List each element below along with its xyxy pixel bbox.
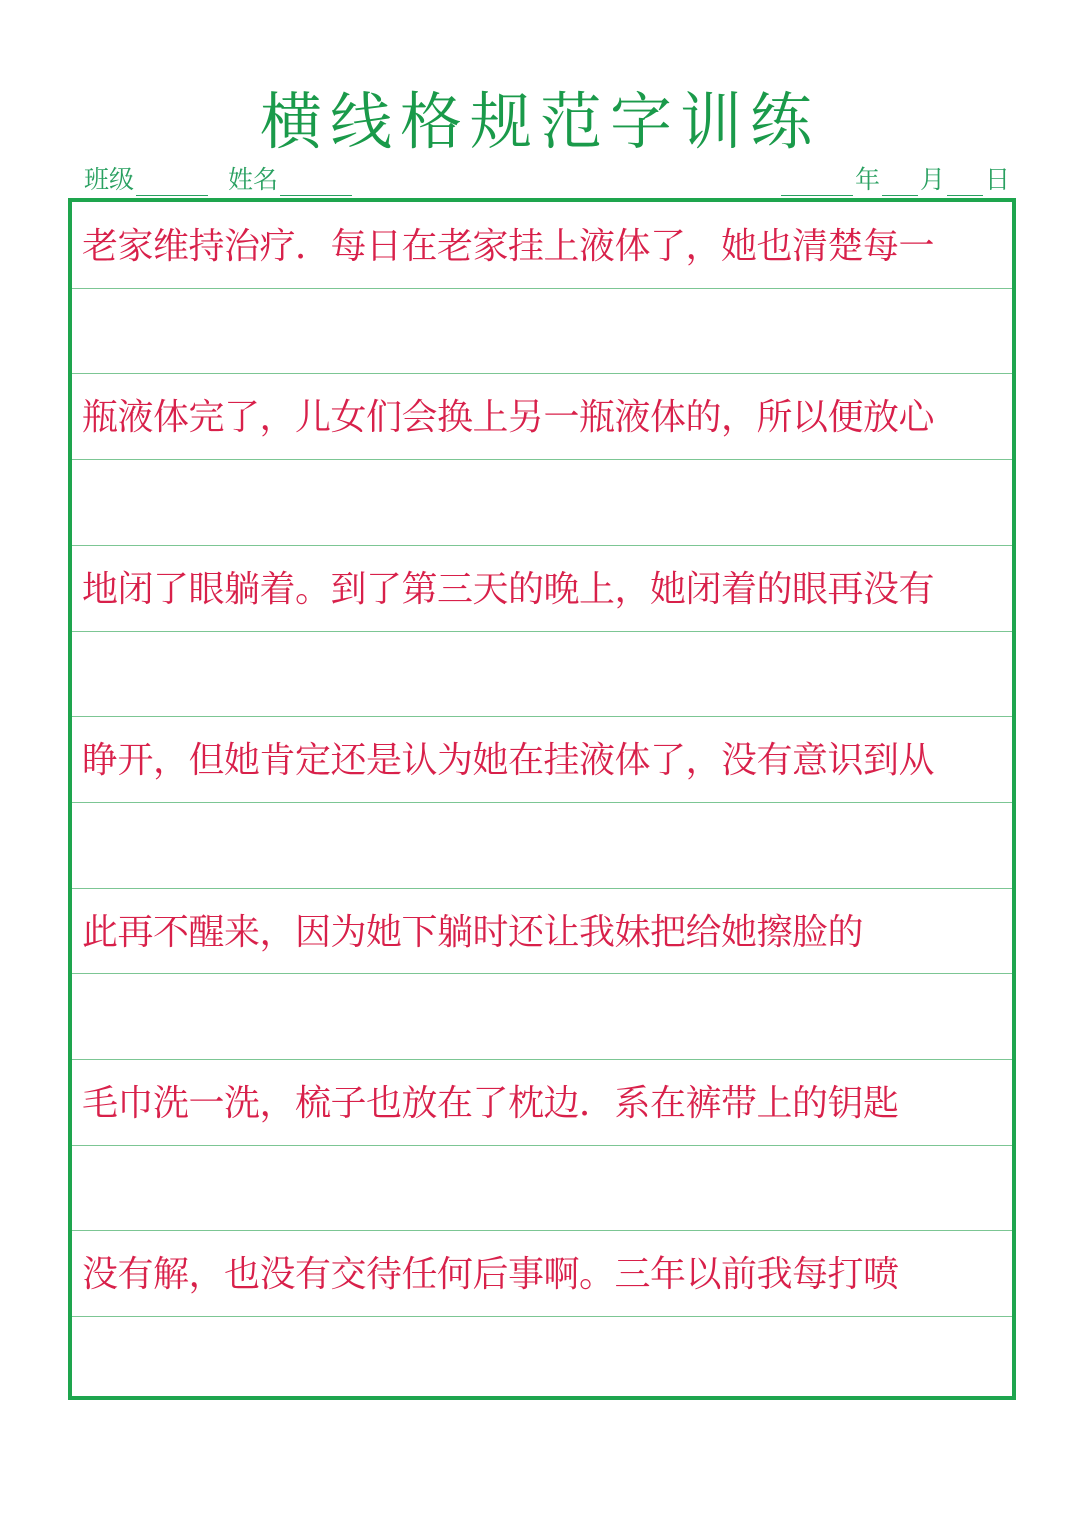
day-blank <box>947 169 983 196</box>
ruled-line <box>72 631 1012 632</box>
ruled-line <box>72 716 1012 717</box>
student-info <box>84 160 364 196</box>
handwritten-line: 睁开，但她肯定还是认为她在挂液体了，没有意识到从 <box>82 740 935 782</box>
year-label: 年 <box>854 165 880 194</box>
ruled-line <box>72 973 1012 974</box>
ruled-line <box>72 1230 1012 1231</box>
page-title: 横线格规范字训练 <box>259 85 820 158</box>
ruled-line <box>72 888 1012 889</box>
ruled-line <box>72 802 1012 803</box>
name-field <box>228 165 354 194</box>
date-info <box>779 160 1010 196</box>
ruled-line <box>72 1059 1012 1060</box>
class-label: 班级 <box>84 165 135 194</box>
name-blank <box>280 169 352 196</box>
handwritten-line: 老家维持治疗．每日在老家挂上液体了，她也清楚每一 <box>82 226 935 267</box>
class-blank <box>136 169 208 196</box>
ruled-line <box>72 1145 1012 1146</box>
handwritten-line: 此再不醒来，因为她下躺时还让我妹把给她擦脸的 <box>82 911 864 953</box>
month-label: 月 <box>919 165 945 194</box>
handwritten-line: 毛巾洗一洗，梳子也放在了枕边．系在裤带上的钥匙 <box>82 1083 899 1124</box>
ruled-line <box>72 1316 1012 1317</box>
writing-sheet <box>68 198 1016 1400</box>
ruled-line <box>72 373 1012 374</box>
ruled-line <box>72 545 1012 546</box>
handwritten-line: 瓶液体完了，儿女们会换上另一瓶液体的，所以便放心 <box>82 397 935 439</box>
handwritten-line: 地闭了眼躺着。到了第三天的晚上，她闭着的眼再没有 <box>82 568 935 610</box>
ruled-line <box>72 288 1012 289</box>
name-label: 姓名 <box>227 165 278 194</box>
year-blank <box>781 169 853 196</box>
day-label: 日 <box>984 165 1010 194</box>
month-blank <box>882 169 918 196</box>
class-field <box>84 165 218 194</box>
ruled-line <box>72 459 1012 460</box>
handwritten-line: 没有解，也没有交待任何后事啊。三年以前我每打喷 <box>82 1254 899 1296</box>
